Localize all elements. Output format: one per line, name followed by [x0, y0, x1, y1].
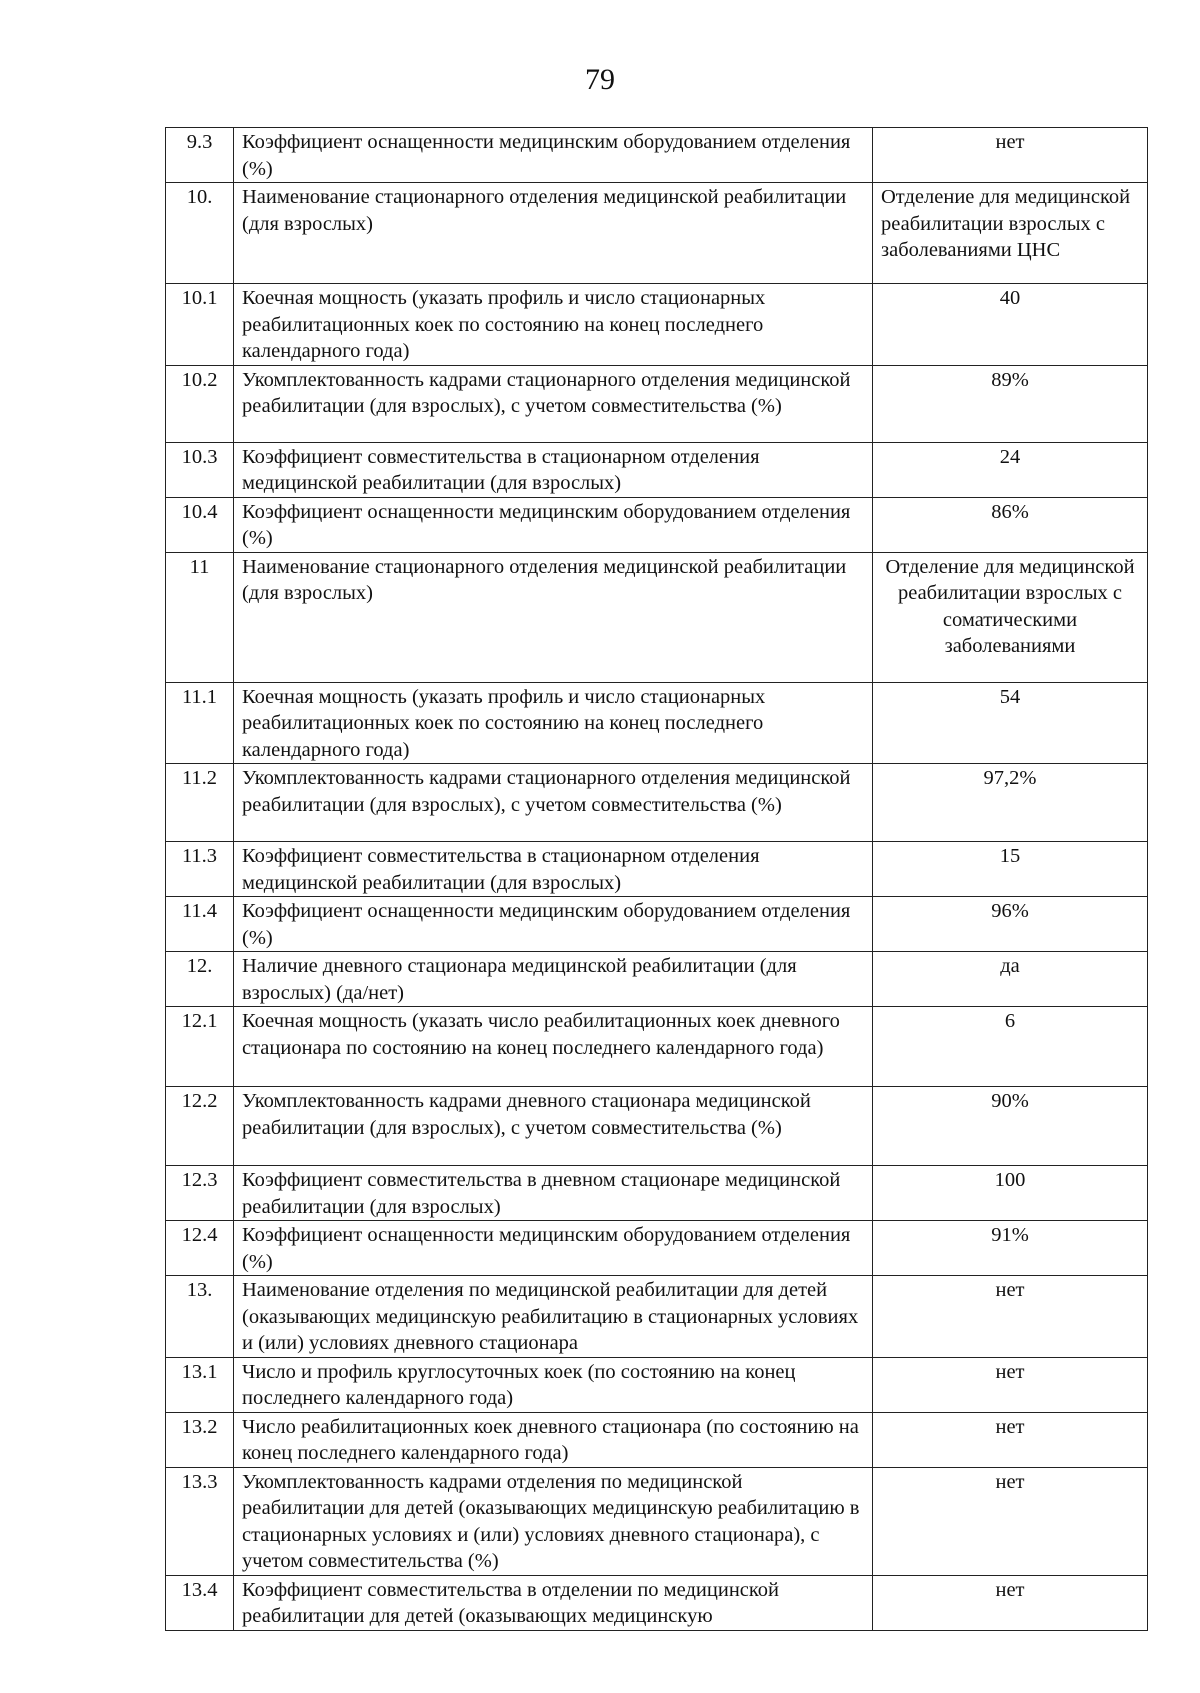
table-row [166, 1166, 1148, 1221]
row-description: Укомплектованность кадрами стационарного отделения медицинской реабилитации (для взрослых), с учетом совместительства (%) [234, 764, 873, 842]
row-number: 13.2 [166, 1412, 234, 1467]
row-number: 10.1 [166, 284, 234, 366]
table-row [166, 442, 1148, 497]
row-value: нет [873, 1412, 1148, 1467]
row-value: 100 [873, 1166, 1148, 1221]
row-number: 13.1 [166, 1357, 234, 1412]
row-number: 12.3 [166, 1166, 234, 1221]
row-number: 12.2 [166, 1087, 234, 1166]
row-description: Коэффициент оснащенности медицинским оборудованием отделения (%) [234, 1221, 873, 1276]
row-number: 13.3 [166, 1467, 234, 1575]
row-number: 13.4 [166, 1575, 234, 1630]
row-number: 10.4 [166, 497, 234, 552]
row-value: Отделение для медицинской реабилитации взрослых с соматическими заболеваниями [873, 552, 1148, 682]
row-value: 90% [873, 1087, 1148, 1166]
row-description: Число реабилитационных коек дневного стационара (по состоянию на конец последнего календарного года) [234, 1412, 873, 1467]
table-row [166, 682, 1148, 764]
row-number: 11.3 [166, 842, 234, 897]
table-row [166, 1087, 1148, 1166]
table-row [166, 1007, 1148, 1087]
row-description: Коечная мощность (указать число реабилитационных коек дневного стационара по состоянию на конец последнего календарного года) [234, 1007, 873, 1087]
row-value: 15 [873, 842, 1148, 897]
row-value: нет [873, 1276, 1148, 1358]
row-description: Коэффициент совместительства в дневном стационаре медицинской реабилитации (для взрослых) [234, 1166, 873, 1221]
row-number: 10.2 [166, 365, 234, 442]
row-value: да [873, 952, 1148, 1007]
table-row [166, 497, 1148, 552]
table-row [166, 1467, 1148, 1575]
row-description: Коечная мощность (указать профиль и число стационарных реабилитационных коек по состоянию на конец последнего календарного года) [234, 682, 873, 764]
row-value: 91% [873, 1221, 1148, 1276]
row-value: 86% [873, 497, 1148, 552]
row-description: Укомплектованность кадрами дневного стационара медицинской реабилитации (для взрослых), с учетом совместительства (%) [234, 1087, 873, 1166]
row-description: Наличие дневного стационара медицинской реабилитации (для взрослых) (да/нет) [234, 952, 873, 1007]
row-description: Наименование стационарного отделения медицинской реабилитации (для взрослых) [234, 552, 873, 682]
page-number: 79 [585, 63, 615, 96]
table-row [166, 952, 1148, 1007]
row-value: 96% [873, 897, 1148, 952]
row-description: Укомплектованность кадрами отделения по медицинской реабилитации для детей (оказывающих медицинскую реабилитацию в стационарных условиях и (или) условиях дневного стационара), с учетом совместительства (%) [234, 1467, 873, 1575]
row-value: 97,2% [873, 764, 1148, 842]
table-row [166, 1276, 1148, 1358]
indicators-table-body [166, 128, 1148, 1631]
row-description: Наименование стационарного отделения медицинской реабилитации (для взрослых) [234, 183, 873, 284]
row-value: 89% [873, 365, 1148, 442]
row-number: 10. [166, 183, 234, 284]
row-value: 6 [873, 1007, 1148, 1087]
row-value: нет [873, 1467, 1148, 1575]
table-row [166, 128, 1148, 183]
row-description: Число и профиль круглосуточных коек (по состоянию на конец последнего календарного года) [234, 1357, 873, 1412]
table-row [166, 897, 1148, 952]
row-number: 11 [166, 552, 234, 682]
row-value: нет [873, 128, 1148, 183]
row-number: 11.4 [166, 897, 234, 952]
row-number: 9.3 [166, 128, 234, 183]
row-number: 12.4 [166, 1221, 234, 1276]
row-description: Коэффициент оснащенности медицинским оборудованием отделения (%) [234, 497, 873, 552]
row-number: 11.1 [166, 682, 234, 764]
table-row [166, 1357, 1148, 1412]
table-row [166, 1575, 1148, 1630]
row-description: Наименование отделения по медицинской реабилитации для детей (оказывающих медицинскую реабилитацию в стационарных условиях и (или) условиях дневного стационара [234, 1276, 873, 1358]
table-row [166, 284, 1148, 366]
row-number: 11.2 [166, 764, 234, 842]
row-number: 12. [166, 952, 234, 1007]
table-row [166, 764, 1148, 842]
row-value: 40 [873, 284, 1148, 366]
row-description: Коечная мощность (указать профиль и число стационарных реабилитационных коек по состоянию на конец последнего календарного года) [234, 284, 873, 366]
row-description: Коэффициент оснащенности медицинским оборудованием отделения (%) [234, 128, 873, 183]
row-number: 13. [166, 1276, 234, 1358]
table-row [166, 842, 1148, 897]
indicators-table [165, 127, 1148, 1631]
row-description: Коэффициент совместительства в стационарном отделения медицинской реабилитации (для взрослых) [234, 442, 873, 497]
table-row [166, 365, 1148, 442]
row-value: 54 [873, 682, 1148, 764]
row-value: нет [873, 1575, 1148, 1630]
row-value: нет [873, 1357, 1148, 1412]
row-description: Укомплектованность кадрами стационарного отделения медицинской реабилитации (для взрослых), с учетом совместительства (%) [234, 365, 873, 442]
row-description: Коэффициент оснащенности медицинским оборудованием отделения (%) [234, 897, 873, 952]
table-row [166, 1221, 1148, 1276]
row-description: Коэффициент совместительства в отделении по медицинской реабилитации для детей (оказывающих медицинскую [234, 1575, 873, 1630]
row-number: 10.3 [166, 442, 234, 497]
row-description: Коэффициент совместительства в стационарном отделения медицинской реабилитации (для взрослых) [234, 842, 873, 897]
row-value: Отделение для медицинской реабилитации взрослых с заболеваниями ЦНС [873, 183, 1148, 284]
row-value: 24 [873, 442, 1148, 497]
row-number: 12.1 [166, 1007, 234, 1087]
table-row [166, 1412, 1148, 1467]
table-row [166, 552, 1148, 682]
table-row [166, 183, 1148, 284]
